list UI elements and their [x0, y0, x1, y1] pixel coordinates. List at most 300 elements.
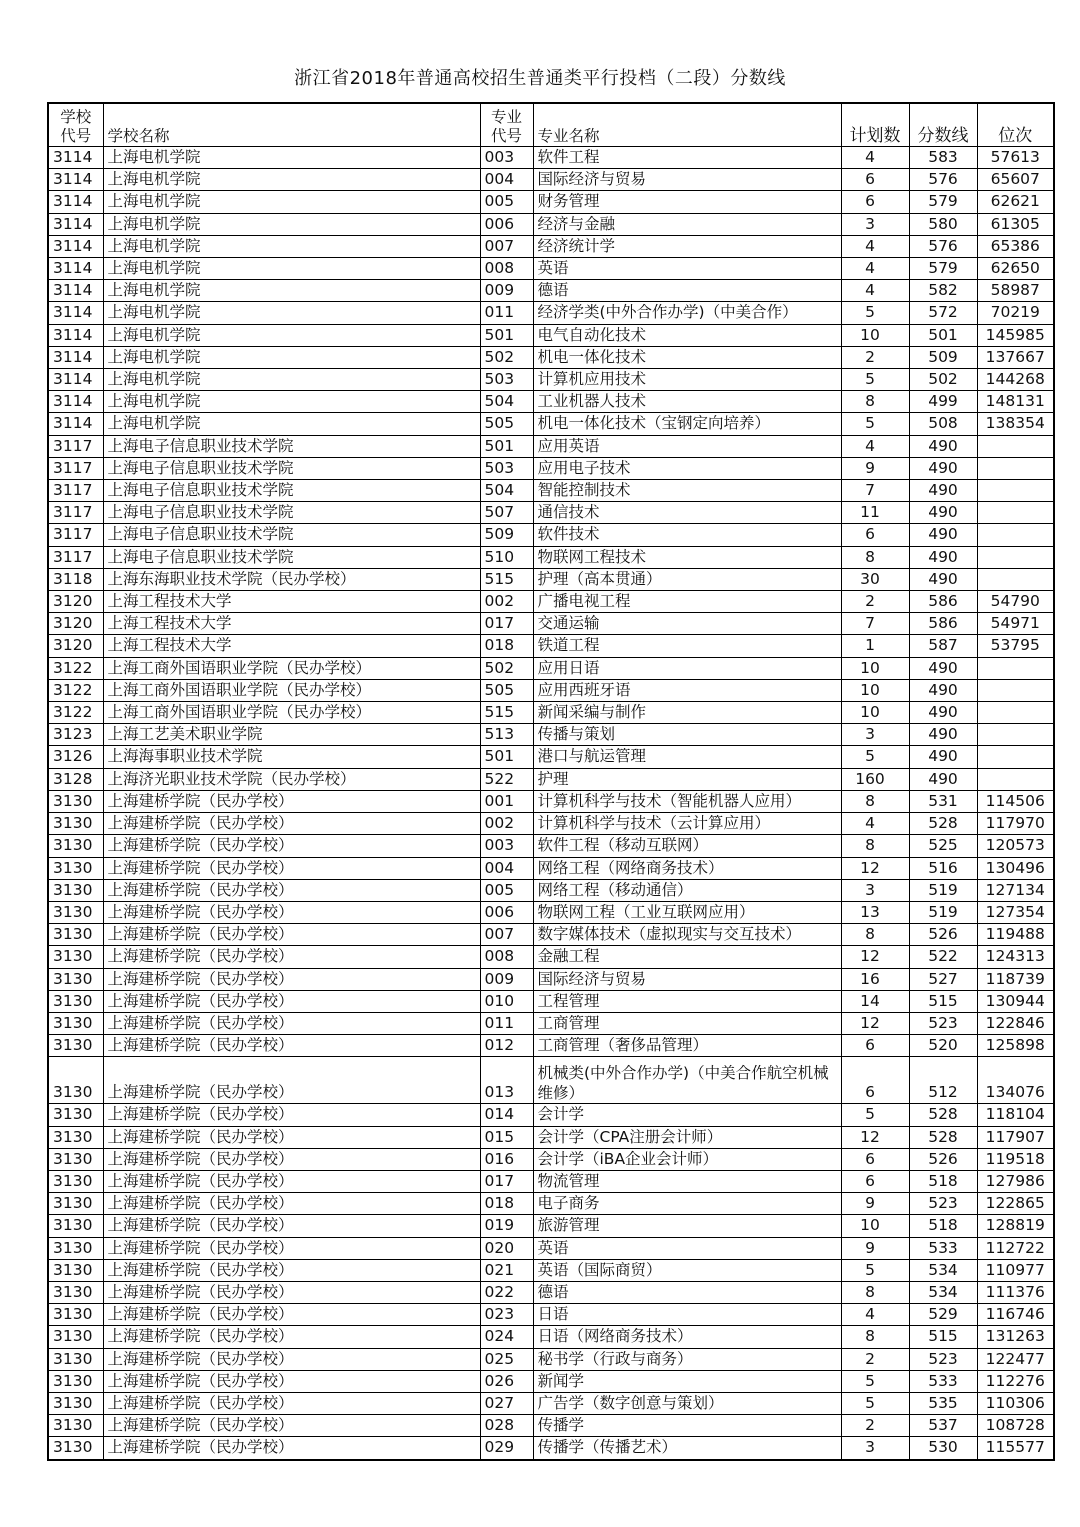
table-row [48, 1148, 1054, 1170]
cell-school-code: 3128 [48, 768, 103, 790]
cell-school-name: 上海建桥学院（民办学校） [103, 1259, 480, 1281]
cell-major-code: 008 [480, 946, 533, 968]
cell-major-code: 020 [480, 1237, 533, 1259]
cell-plan: 10 [841, 657, 909, 679]
cell-plan: 6 [841, 1148, 909, 1170]
cell-school-name: 上海电机学院 [103, 369, 480, 391]
cell-major-name: 智能控制技术 [533, 480, 841, 502]
table-row [48, 879, 1054, 901]
cell-major-name: 财务管理 [533, 191, 841, 213]
table-row [48, 302, 1054, 324]
cell-plan: 8 [841, 835, 909, 857]
cell-plan: 7 [841, 613, 909, 635]
cell-score: 490 [909, 502, 977, 524]
cell-score: 586 [909, 613, 977, 635]
cell-score: 582 [909, 280, 977, 302]
cell-score: 523 [909, 1193, 977, 1215]
cell-school-code: 3130 [48, 924, 103, 946]
cell-plan: 11 [841, 502, 909, 524]
cell-score: 519 [909, 879, 977, 901]
table-row [48, 924, 1054, 946]
cell-school-name: 上海建桥学院（民办学校） [103, 1104, 480, 1126]
cell-major-name: 工商管理 [533, 1012, 841, 1034]
cell-rank [977, 435, 1054, 457]
cell-major-code: 503 [480, 369, 533, 391]
cell-major-code: 011 [480, 1012, 533, 1034]
cell-rank: 62621 [977, 191, 1054, 213]
table-row [48, 568, 1054, 590]
cell-major-name: 秘书学（行政与商务） [533, 1348, 841, 1370]
table-row [48, 1348, 1054, 1370]
cell-rank [977, 724, 1054, 746]
cell-major-code: 014 [480, 1104, 533, 1126]
cell-score: 490 [909, 657, 977, 679]
cell-plan: 6 [841, 1057, 909, 1104]
cell-major-name: 经济统计学 [533, 235, 841, 257]
cell-rank: 58987 [977, 280, 1054, 302]
cell-major-name: 国际经济与贸易 [533, 169, 841, 191]
cell-major-name: 电子商务 [533, 1193, 841, 1215]
table-row [48, 613, 1054, 635]
cell-school-code: 3130 [48, 1415, 103, 1437]
cell-school-code: 3114 [48, 191, 103, 213]
table-row [48, 1415, 1054, 1437]
cell-plan: 8 [841, 790, 909, 812]
cell-rank: 112722 [977, 1237, 1054, 1259]
cell-score: 587 [909, 635, 977, 657]
cell-school-code: 3130 [48, 1259, 103, 1281]
cell-score: 583 [909, 147, 977, 169]
table-row [48, 768, 1054, 790]
cell-major-code: 502 [480, 346, 533, 368]
cell-school-name: 上海建桥学院（民办学校） [103, 813, 480, 835]
table-row [48, 724, 1054, 746]
cell-plan: 10 [841, 702, 909, 724]
cell-school-code: 3114 [48, 235, 103, 257]
cell-score: 499 [909, 391, 977, 413]
cell-major-code: 513 [480, 724, 533, 746]
cell-school-name: 上海建桥学院（民办学校） [103, 1370, 480, 1392]
cell-major-name: 机电一体化技术 [533, 346, 841, 368]
cell-rank [977, 546, 1054, 568]
cell-major-name: 德语 [533, 1281, 841, 1303]
table-row [48, 968, 1054, 990]
cell-score: 490 [909, 768, 977, 790]
table-row [48, 391, 1054, 413]
cell-school-name: 上海电机学院 [103, 280, 480, 302]
table-row [48, 1170, 1054, 1192]
cell-major-code: 027 [480, 1392, 533, 1414]
table-row [48, 1193, 1054, 1215]
cell-major-code: 011 [480, 302, 533, 324]
cell-school-code: 3122 [48, 702, 103, 724]
cell-school-code: 3130 [48, 990, 103, 1012]
cell-school-name: 上海建桥学院（民办学校） [103, 1215, 480, 1237]
cell-plan: 10 [841, 1215, 909, 1237]
table-row [48, 1237, 1054, 1259]
cell-school-name: 上海工程技术大学 [103, 635, 480, 657]
cell-plan: 8 [841, 1326, 909, 1348]
cell-rank: 130496 [977, 857, 1054, 879]
cell-major-name: 工商管理（奢侈品管理） [533, 1035, 841, 1057]
cell-school-code: 3123 [48, 724, 103, 746]
cell-rank [977, 679, 1054, 701]
table-row [48, 946, 1054, 968]
cell-major-name: 软件工程（移动互联网） [533, 835, 841, 857]
cell-major-name: 计算机应用技术 [533, 369, 841, 391]
cell-plan: 2 [841, 1348, 909, 1370]
cell-plan: 3 [841, 213, 909, 235]
cell-school-name: 上海建桥学院（民办学校） [103, 946, 480, 968]
cell-plan: 10 [841, 324, 909, 346]
cell-rank: 111376 [977, 1281, 1054, 1303]
cell-school-name: 上海电子信息职业技术学院 [103, 480, 480, 502]
cell-plan: 2 [841, 591, 909, 613]
cell-score: 527 [909, 968, 977, 990]
table-row [48, 258, 1054, 280]
cell-major-code: 012 [480, 1035, 533, 1057]
cell-school-name: 上海电机学院 [103, 258, 480, 280]
cell-rank: 137667 [977, 346, 1054, 368]
cell-school-name: 上海济光职业技术学院（民办学校） [103, 768, 480, 790]
cell-major-code: 016 [480, 1148, 533, 1170]
cell-plan: 8 [841, 924, 909, 946]
cell-major-code: 501 [480, 324, 533, 346]
cell-major-name: 机电一体化技术（宝钢定向培养） [533, 413, 841, 435]
cell-school-name: 上海电子信息职业技术学院 [103, 457, 480, 479]
table-row [48, 1370, 1054, 1392]
cell-major-code: 004 [480, 169, 533, 191]
cell-plan: 9 [841, 457, 909, 479]
cell-school-code: 3130 [48, 1437, 103, 1460]
cell-score: 579 [909, 258, 977, 280]
cell-major-code: 028 [480, 1415, 533, 1437]
cell-major-name: 网络工程（移动通信） [533, 879, 841, 901]
cell-plan: 5 [841, 1370, 909, 1392]
cell-major-name: 物联网工程技术 [533, 546, 841, 568]
cell-school-code: 3130 [48, 1370, 103, 1392]
cell-score: 586 [909, 591, 977, 613]
cell-school-name: 上海建桥学院（民办学校） [103, 1304, 480, 1326]
table-row [48, 901, 1054, 923]
cell-rank: 148131 [977, 391, 1054, 413]
cell-school-name: 上海建桥学院（民办学校） [103, 1035, 480, 1057]
cell-major-name: 应用西班牙语 [533, 679, 841, 701]
cell-school-name: 上海建桥学院（民办学校） [103, 857, 480, 879]
table-header-row [48, 103, 1054, 147]
cell-major-code: 002 [480, 813, 533, 835]
cell-major-name: 会计学（iBA企业会计师） [533, 1148, 841, 1170]
cell-school-name: 上海建桥学院（民办学校） [103, 835, 480, 857]
table-row [48, 169, 1054, 191]
cell-major-name: 软件工程 [533, 147, 841, 169]
cell-school-code: 3130 [48, 1215, 103, 1237]
cell-plan: 2 [841, 346, 909, 368]
cell-score: 519 [909, 901, 977, 923]
cell-rank: 110306 [977, 1392, 1054, 1414]
cell-major-name: 经济与金融 [533, 213, 841, 235]
cell-plan: 8 [841, 391, 909, 413]
cell-school-code: 3130 [48, 1170, 103, 1192]
cell-major-name: 港口与航运管理 [533, 746, 841, 768]
table-row [48, 480, 1054, 502]
cell-major-name: 广播电视工程 [533, 591, 841, 613]
cell-major-code: 003 [480, 147, 533, 169]
cell-score: 512 [909, 1057, 977, 1104]
cell-school-name: 上海电机学院 [103, 302, 480, 324]
cell-score: 518 [909, 1215, 977, 1237]
cell-major-code: 005 [480, 879, 533, 901]
cell-score: 490 [909, 568, 977, 590]
cell-major-name: 新闻学 [533, 1370, 841, 1392]
cell-school-name: 上海电子信息职业技术学院 [103, 524, 480, 546]
cell-major-name: 数字媒体技术（虚拟现实与交互技术） [533, 924, 841, 946]
table-row [48, 813, 1054, 835]
cell-rank: 122865 [977, 1193, 1054, 1215]
cell-school-code: 3130 [48, 790, 103, 812]
cell-school-code: 3130 [48, 1281, 103, 1303]
cell-school-code: 3122 [48, 657, 103, 679]
cell-rank: 117970 [977, 813, 1054, 835]
table-row [48, 1259, 1054, 1281]
cell-score: 576 [909, 169, 977, 191]
cell-major-code: 026 [480, 1370, 533, 1392]
cell-school-code: 3117 [48, 435, 103, 457]
table-row [48, 679, 1054, 701]
cell-major-code: 004 [480, 857, 533, 879]
page-title: 浙江省2018年普通高校招生普通类平行投档（二段）分数线 [294, 68, 786, 89]
cell-school-code: 3122 [48, 679, 103, 701]
cell-school-code: 3130 [48, 968, 103, 990]
cell-major-name: 软件技术 [533, 524, 841, 546]
cell-score: 501 [909, 324, 977, 346]
cell-school-code: 3114 [48, 147, 103, 169]
table-row [48, 835, 1054, 857]
cell-rank [977, 457, 1054, 479]
cell-school-code: 3117 [48, 480, 103, 502]
cell-plan: 30 [841, 568, 909, 590]
cell-major-name: 国际经济与贸易 [533, 968, 841, 990]
cell-school-code: 3118 [48, 568, 103, 590]
cell-major-name: 应用电子技术 [533, 457, 841, 479]
cell-school-code: 3120 [48, 613, 103, 635]
cell-major-code: 017 [480, 613, 533, 635]
cell-plan: 16 [841, 968, 909, 990]
cell-score: 572 [909, 302, 977, 324]
cell-school-code: 3120 [48, 635, 103, 657]
header-school-code: 学校 代号 [48, 103, 103, 147]
table-row [48, 346, 1054, 368]
cell-plan: 5 [841, 746, 909, 768]
cell-school-name: 上海工程技术大学 [103, 591, 480, 613]
cell-rank [977, 768, 1054, 790]
cell-plan: 2 [841, 1415, 909, 1437]
table-row [48, 990, 1054, 1012]
cell-school-code: 3114 [48, 302, 103, 324]
table-row [48, 147, 1054, 169]
cell-rank: 127134 [977, 879, 1054, 901]
cell-major-name: 计算机科学与技术（智能机器人应用） [533, 790, 841, 812]
cell-score: 490 [909, 546, 977, 568]
table-row [48, 1326, 1054, 1348]
cell-rank: 110977 [977, 1259, 1054, 1281]
cell-score: 525 [909, 835, 977, 857]
cell-plan: 13 [841, 901, 909, 923]
cell-school-code: 3130 [48, 1326, 103, 1348]
table-row [48, 324, 1054, 346]
cell-rank: 108728 [977, 1415, 1054, 1437]
table-row [48, 1104, 1054, 1126]
cell-rank: 70219 [977, 302, 1054, 324]
table-row [48, 1126, 1054, 1148]
cell-plan: 4 [841, 280, 909, 302]
cell-major-code: 025 [480, 1348, 533, 1370]
cell-rank [977, 568, 1054, 590]
cell-school-name: 上海电机学院 [103, 213, 480, 235]
cell-major-name: 机械类(中外合作办学)（中美合作航空机械维修） [533, 1057, 841, 1104]
cell-score: 535 [909, 1392, 977, 1414]
cell-major-name: 经济学类(中外合作办学)（中美合作） [533, 302, 841, 324]
cell-plan: 12 [841, 857, 909, 879]
cell-school-code: 3130 [48, 1237, 103, 1259]
cell-major-code: 003 [480, 835, 533, 857]
cell-score: 520 [909, 1035, 977, 1057]
table-row [48, 657, 1054, 679]
cell-score: 534 [909, 1281, 977, 1303]
cell-major-name: 传播学（传播艺术） [533, 1437, 841, 1460]
table-row [48, 1392, 1054, 1414]
cell-major-name: 通信技术 [533, 502, 841, 524]
cell-school-name: 上海建桥学院（民办学校） [103, 1170, 480, 1192]
cell-rank: 65607 [977, 169, 1054, 191]
cell-rank: 62650 [977, 258, 1054, 280]
cell-rank: 117907 [977, 1126, 1054, 1148]
cell-school-name: 上海电机学院 [103, 391, 480, 413]
cell-school-code: 3130 [48, 1012, 103, 1034]
table-row [48, 524, 1054, 546]
cell-plan: 6 [841, 1170, 909, 1192]
cell-school-name: 上海建桥学院（民办学校） [103, 990, 480, 1012]
cell-major-name: 日语 [533, 1304, 841, 1326]
cell-major-code: 501 [480, 435, 533, 457]
cell-rank: 115577 [977, 1437, 1054, 1460]
cell-rank: 61305 [977, 213, 1054, 235]
cell-score: 530 [909, 1437, 977, 1460]
cell-school-name: 上海电子信息职业技术学院 [103, 435, 480, 457]
cell-plan: 4 [841, 147, 909, 169]
cell-plan: 14 [841, 990, 909, 1012]
cell-score: 523 [909, 1012, 977, 1034]
cell-school-name: 上海建桥学院（民办学校） [103, 1057, 480, 1104]
cell-plan: 6 [841, 191, 909, 213]
cell-school-name: 上海电机学院 [103, 324, 480, 346]
cell-school-code: 3117 [48, 457, 103, 479]
cell-major-code: 022 [480, 1281, 533, 1303]
cell-school-code: 3114 [48, 258, 103, 280]
cell-score: 490 [909, 679, 977, 701]
cell-major-code: 510 [480, 546, 533, 568]
cell-major-name: 英语（国际商贸） [533, 1259, 841, 1281]
cell-major-name: 会计学（CPA注册会计师） [533, 1126, 841, 1148]
cell-school-code: 3130 [48, 1304, 103, 1326]
cell-score: 526 [909, 1148, 977, 1170]
cell-school-code: 3114 [48, 169, 103, 191]
cell-school-code: 3130 [48, 1193, 103, 1215]
cell-rank: 53795 [977, 635, 1054, 657]
table-row [48, 369, 1054, 391]
cell-major-code: 504 [480, 480, 533, 502]
table-row [48, 1215, 1054, 1237]
table-row [48, 591, 1054, 613]
cell-major-name: 德语 [533, 280, 841, 302]
cell-score: 528 [909, 813, 977, 835]
cell-rank: 114506 [977, 790, 1054, 812]
cell-major-code: 002 [480, 591, 533, 613]
cell-school-name: 上海建桥学院（民办学校） [103, 1348, 480, 1370]
cell-major-code: 021 [480, 1259, 533, 1281]
cell-school-code: 3130 [48, 946, 103, 968]
cell-school-code: 3126 [48, 746, 103, 768]
cell-major-code: 018 [480, 635, 533, 657]
cell-rank: 119488 [977, 924, 1054, 946]
cell-score: 502 [909, 369, 977, 391]
cell-major-name: 英语 [533, 1237, 841, 1259]
cell-plan: 12 [841, 1126, 909, 1148]
cell-major-name: 英语 [533, 258, 841, 280]
cell-plan: 12 [841, 1012, 909, 1034]
table-row [48, 1437, 1054, 1460]
cell-school-name: 上海建桥学院（民办学校） [103, 1012, 480, 1034]
cell-school-name: 上海电子信息职业技术学院 [103, 546, 480, 568]
cell-major-code: 024 [480, 1326, 533, 1348]
cell-plan: 7 [841, 480, 909, 502]
cell-rank: 65386 [977, 235, 1054, 257]
cell-major-code: 008 [480, 258, 533, 280]
cell-plan: 5 [841, 1259, 909, 1281]
cell-plan: 3 [841, 879, 909, 901]
cell-school-name: 上海建桥学院（民办学校） [103, 1437, 480, 1460]
cell-score: 515 [909, 1326, 977, 1348]
cell-plan: 4 [841, 813, 909, 835]
cell-rank: 144268 [977, 369, 1054, 391]
cell-plan: 5 [841, 1104, 909, 1126]
cell-school-name: 上海电机学院 [103, 147, 480, 169]
cell-school-code: 3117 [48, 546, 103, 568]
table-row [48, 857, 1054, 879]
cell-rank: 122477 [977, 1348, 1054, 1370]
cell-school-name: 上海工程技术大学 [103, 613, 480, 635]
cell-major-code: 013 [480, 1057, 533, 1104]
cell-major-code: 515 [480, 702, 533, 724]
cell-plan: 8 [841, 546, 909, 568]
cell-school-name: 上海电机学院 [103, 346, 480, 368]
cell-rank [977, 524, 1054, 546]
cell-school-code: 3117 [48, 524, 103, 546]
cell-rank: 131263 [977, 1326, 1054, 1348]
cell-rank: 138354 [977, 413, 1054, 435]
cell-school-code: 3120 [48, 591, 103, 613]
table-row [48, 1304, 1054, 1326]
cell-school-name: 上海建桥学院（民办学校） [103, 1193, 480, 1215]
header-major-code: 专业 代号 [480, 103, 533, 147]
cell-rank: 145985 [977, 324, 1054, 346]
cell-school-name: 上海建桥学院（民办学校） [103, 1392, 480, 1414]
cell-score: 522 [909, 946, 977, 968]
table-row [48, 457, 1054, 479]
cell-school-name: 上海电机学院 [103, 169, 480, 191]
cell-rank: 116746 [977, 1304, 1054, 1326]
cell-score: 490 [909, 724, 977, 746]
